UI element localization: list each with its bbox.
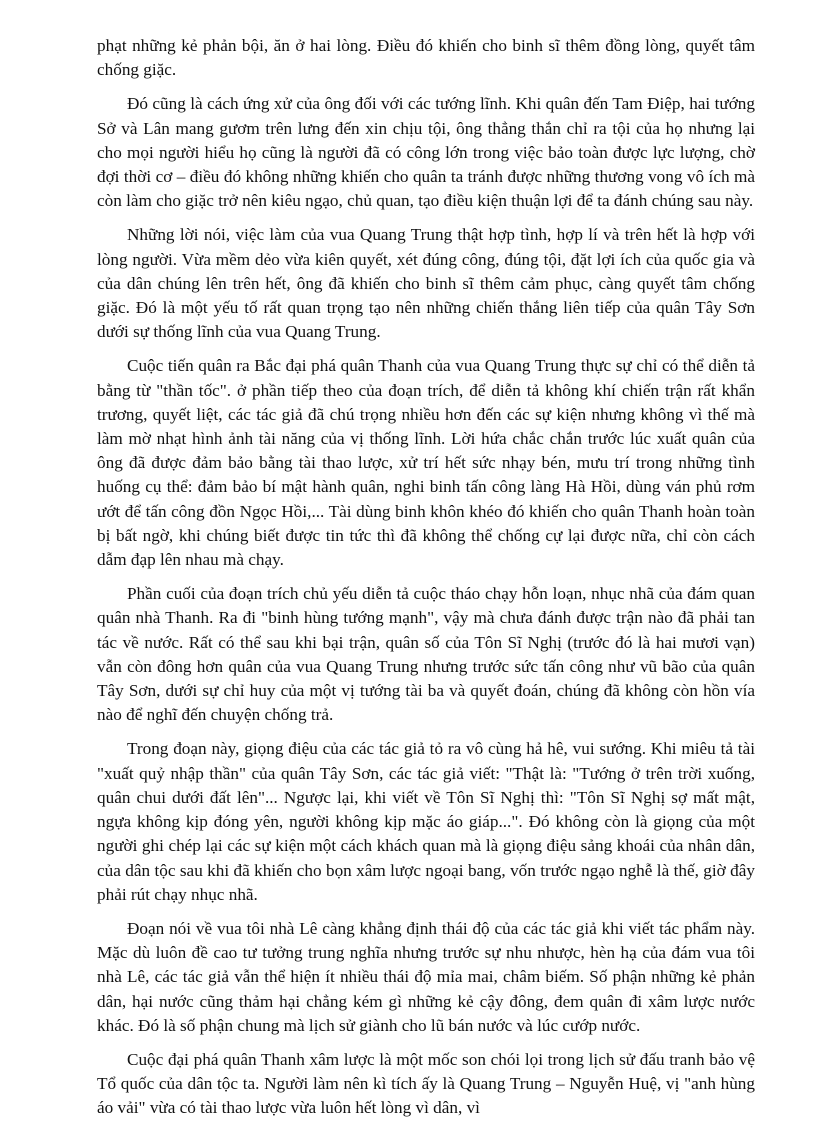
paragraph-quang-trung-words: Những lời nói, việc làm của vua Quang Trung thật hợp tình, hợp lí và trên hết là hợp với lòng người. Vừa mềm dẻo vừa kiên quyết, xét đúng công, đúng tội, đặt lợi ích của quốc gia và của dân chúng lên trên hết, ông đã khiến cho binh sĩ thêm cảm phục, càng quyết tâm chống giặc. Đó là một yếu tố rất quan trọng tạo nên những chiến thắng liên tiếp của quân Tây Sơn dưới sự thống lĩnh của vua Quang Trung. — [97, 225, 755, 342]
paragraph-conclusion: Cuộc đại phá quân Thanh xâm lược là một mốc son chói lọi trong lịch sử đấu tranh bảo vệ Tổ quốc của dân tộc ta. Người làm nên kì tích ấy là Quang Trung – Nguyễn Huệ, vị "anh hùng áo vải" vừa có tài thao lược vừa luôn hết lòng vì dân, vì — [97, 1049, 755, 1118]
paragraph-author-tone: Trong đoạn này, giọng điệu của các tác giả tỏ ra vô cùng hả hê, vui sướng. Khi miêu tả tài "xuất quỷ nhập thần" của quân Tây Sơn, các tác giả viết: "Thật là: "Tướng ở trên trời xuống, quân chui dưới đất lên"... Ngược lại, khi viết về Tôn Sĩ Nghị thì: "Tôn Sĩ Nghị sợ mất mật, ngựa không kịp đóng yên, người không kịp mặc áo giáp...". Đó không còn là giọng của một người ghi chép lại các sự kiện một cách khách quan mà là giọng điệu sảng khoái của nhân dân, của dân tộc sau khi đã khiến cho bọn xâm lược ngoại bang, vốn trước ngạo nghễ là thế, giờ đây phải rút chạy nhục nhã. — [97, 739, 755, 904]
document-page — [97, 34, 755, 1131]
paragraph-rapid-advance: Cuộc tiến quân ra Bắc đại phá quân Thanh của vua Quang Trung thực sự chỉ có thể diễn tả bằng từ "thần tốc". ở phần tiếp theo của đoạn trích, để diễn tả không khí chiến trận rất khẩn trương, quyết liệt, các tác giả đã chú trọng nhiều hơn đến các sự kiện nhưng không vì thế mà làm mờ nhạt hình ảnh tài năng của vị thống lĩnh. Lời hứa chắc chắn trước lúc xuất quân của ông đã được đảm bảo bằng tài thao lược, xử trí hết sức nhạy bén, mưu trí trong những tình huống cụ thể: đảm bảo bí mật hành quân, nghi binh tấn công làng Hà Hồi, dùng ván phủ rơm ướt để tấn công đồn Ngọc Hồi,... Tài dùng binh khôn khéo đó khiến cho quân Thanh hoàn toàn bị bất ngờ, khi chúng biết được tin tức thì đã không thể chống cự lại được nữa, chỉ còn cách dẫm đạp lên nhau mà chạy. — [97, 356, 755, 570]
paragraph-le-dynasty: Đoạn nói về vua tôi nhà Lê càng khẳng định thái độ của các tác giả khi viết tác phẩm này. Mặc dù luôn đề cao tư tưởng trung nghĩa nhưng trước sự nhu nhược, hèn hạ của đám vua tôi nhà Lê, các tác giả vẫn thể hiện ít nhiều thái độ mỉa mai, châm biếm. Số phận những kẻ phản dân, hại nước cũng thảm hại chẳng kém gì những kẻ cậy đông, đem quân đi xâm lược nước khác. Đó là số phận chung mà lịch sử giành cho lũ bán nước và lúc cướp nước. — [97, 918, 755, 1035]
paragraph-generals-conduct: Đó cũng là cách ứng xử của ông đối với các tướng lĩnh. Khi quân đến Tam Điệp, hai tướng Sở và Lân mang gươm trên lưng đến xin chịu tội, ông thẳng thắn chỉ ra tội của họ nhưng lại cho mọi người hiểu họ cũng là người đã có công lớn trong việc bảo toàn được lực lượng, chờ đợi thời cơ – điều đó không những khiến cho quân ta tránh được những thương vong vô ích mà còn làm cho giặc trở nên kiêu ngạo, chủ quan, tạo điều kiện thuận lợi để ta đánh chúng sau này. — [97, 94, 755, 211]
paragraph-qing-retreat: Phần cuối của đoạn trích chủ yếu diễn tả cuộc tháo chạy hỗn loạn, nhục nhã của đám quan quân nhà Thanh. Ra đi "binh hùng tướng mạnh", vậy mà chưa đánh được trận nào đã phải tan tác về nước. Rất có thể sau khi bại trận, quân số của Tôn Sĩ Nghị (trước đó là hai mươi vạn) vẫn còn đông hơn quân của vua Quang Trung nhưng trước sức tấn công như vũ bão của quân Tây Sơn, dưới sự chỉ huy của một vị tướng tài ba và quyết đoán, chúng đã không còn hồn vía nào để nghĩ đến chuyện chống trả. — [97, 584, 755, 725]
paragraph-continuation: phạt những kẻ phản bội, ăn ở hai lòng. Điều đó khiến cho binh sĩ thêm đồng lòng, quyết tâm chống giặc. — [97, 36, 755, 80]
